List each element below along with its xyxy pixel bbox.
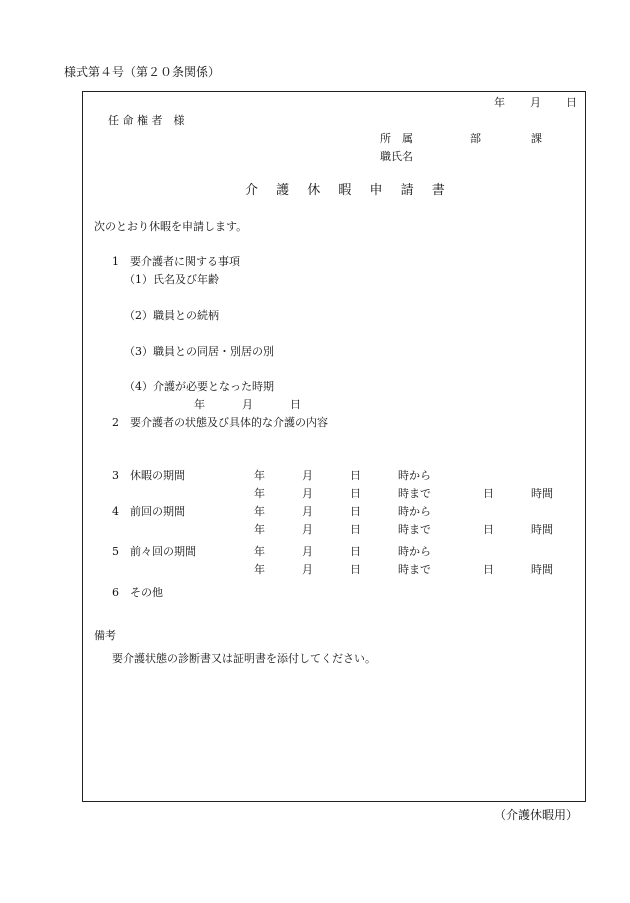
period-row-5-days: 日: [483, 563, 494, 576]
period-row-5-hours: 時間: [531, 563, 553, 576]
period-row-4-to-month: 月: [302, 523, 313, 536]
date-month-label: 月: [530, 96, 541, 109]
section-1-date-year: 年: [194, 398, 205, 411]
period-row-4-label: 4 前回の期間: [112, 505, 185, 518]
period-row-5-to-day: 日: [350, 563, 361, 576]
section-6-heading: 6 その他: [112, 586, 163, 599]
section-1-date-day: 日: [290, 398, 301, 411]
period-row-4-to-year: 年: [254, 523, 265, 536]
section-1-item-2: （2）職員との続柄: [124, 309, 219, 322]
department-ka-label: 課: [531, 132, 542, 145]
form-number: 様式第４号（第２０条関係）: [64, 65, 221, 79]
period-row-3-from-month: 月: [302, 469, 313, 482]
section-1-date-month: 月: [242, 398, 253, 411]
period-row-3-label: 3 休暇の期間: [112, 469, 185, 482]
period-row-3-to-month: 月: [302, 487, 313, 500]
period-row-4-to-hour: 時まで: [398, 523, 431, 536]
period-row-4-hours: 時間: [531, 523, 553, 536]
period-row-4-from-month: 月: [302, 505, 313, 518]
name-label: 職氏名: [380, 150, 413, 163]
department-bu-label: 部: [470, 132, 481, 145]
period-row-5-from-month: 月: [302, 545, 313, 558]
period-row-4-from-year: 年: [254, 505, 265, 518]
period-row-5-label: 5 前々回の期間: [112, 545, 196, 558]
footer-label: （介護休暇用）: [494, 808, 579, 822]
section-1-item-3: （3）職員との同居・別居の別: [124, 345, 274, 358]
section-1-item-1: （1）氏名及び年齢: [124, 273, 219, 286]
period-row-3-from-day: 日: [350, 469, 361, 482]
period-row-3-hours: 時間: [531, 487, 553, 500]
date-year-label: 年: [494, 96, 505, 109]
period-row-5-to-hour: 時まで: [398, 563, 431, 576]
period-row-3-to-day: 日: [350, 487, 361, 500]
date-day-label: 日: [566, 96, 577, 109]
period-row-3-days: 日: [483, 487, 494, 500]
period-row-5-from-year: 年: [254, 545, 265, 558]
period-row-5-to-month: 月: [302, 563, 313, 576]
addressee: 任 命 権 者 様: [108, 114, 185, 127]
period-row-4-days: 日: [483, 523, 494, 536]
remarks-heading: 備考: [94, 629, 116, 642]
period-row-4-from-hour: 時から: [398, 505, 431, 518]
section-2-heading: 2 要介護者の状態及び具体的な介護の内容: [112, 416, 328, 429]
period-row-5-from-day: 日: [350, 545, 361, 558]
period-row-3-to-year: 年: [254, 487, 265, 500]
department-label: 所 属: [380, 132, 413, 145]
section-1-item-4: （4）介護が必要となった時期: [124, 380, 274, 393]
period-row-4-from-day: 日: [350, 505, 361, 518]
period-row-3-from-hour: 時から: [398, 469, 431, 482]
remarks-text: 要介護状態の診断書又は証明書を添付してください。: [112, 652, 376, 665]
section-1-heading: 1 要介護者に関する事項: [112, 255, 240, 268]
period-row-3-to-hour: 時まで: [398, 487, 431, 500]
period-row-5-from-hour: 時から: [398, 545, 431, 558]
period-row-4-to-day: 日: [350, 523, 361, 536]
period-row-5-to-year: 年: [254, 563, 265, 576]
period-row-3-from-year: 年: [254, 469, 265, 482]
document-title: 介 護 休 暇 申 請 書: [245, 183, 452, 198]
intro-text: 次のとおり休暇を申請します。: [94, 220, 248, 233]
